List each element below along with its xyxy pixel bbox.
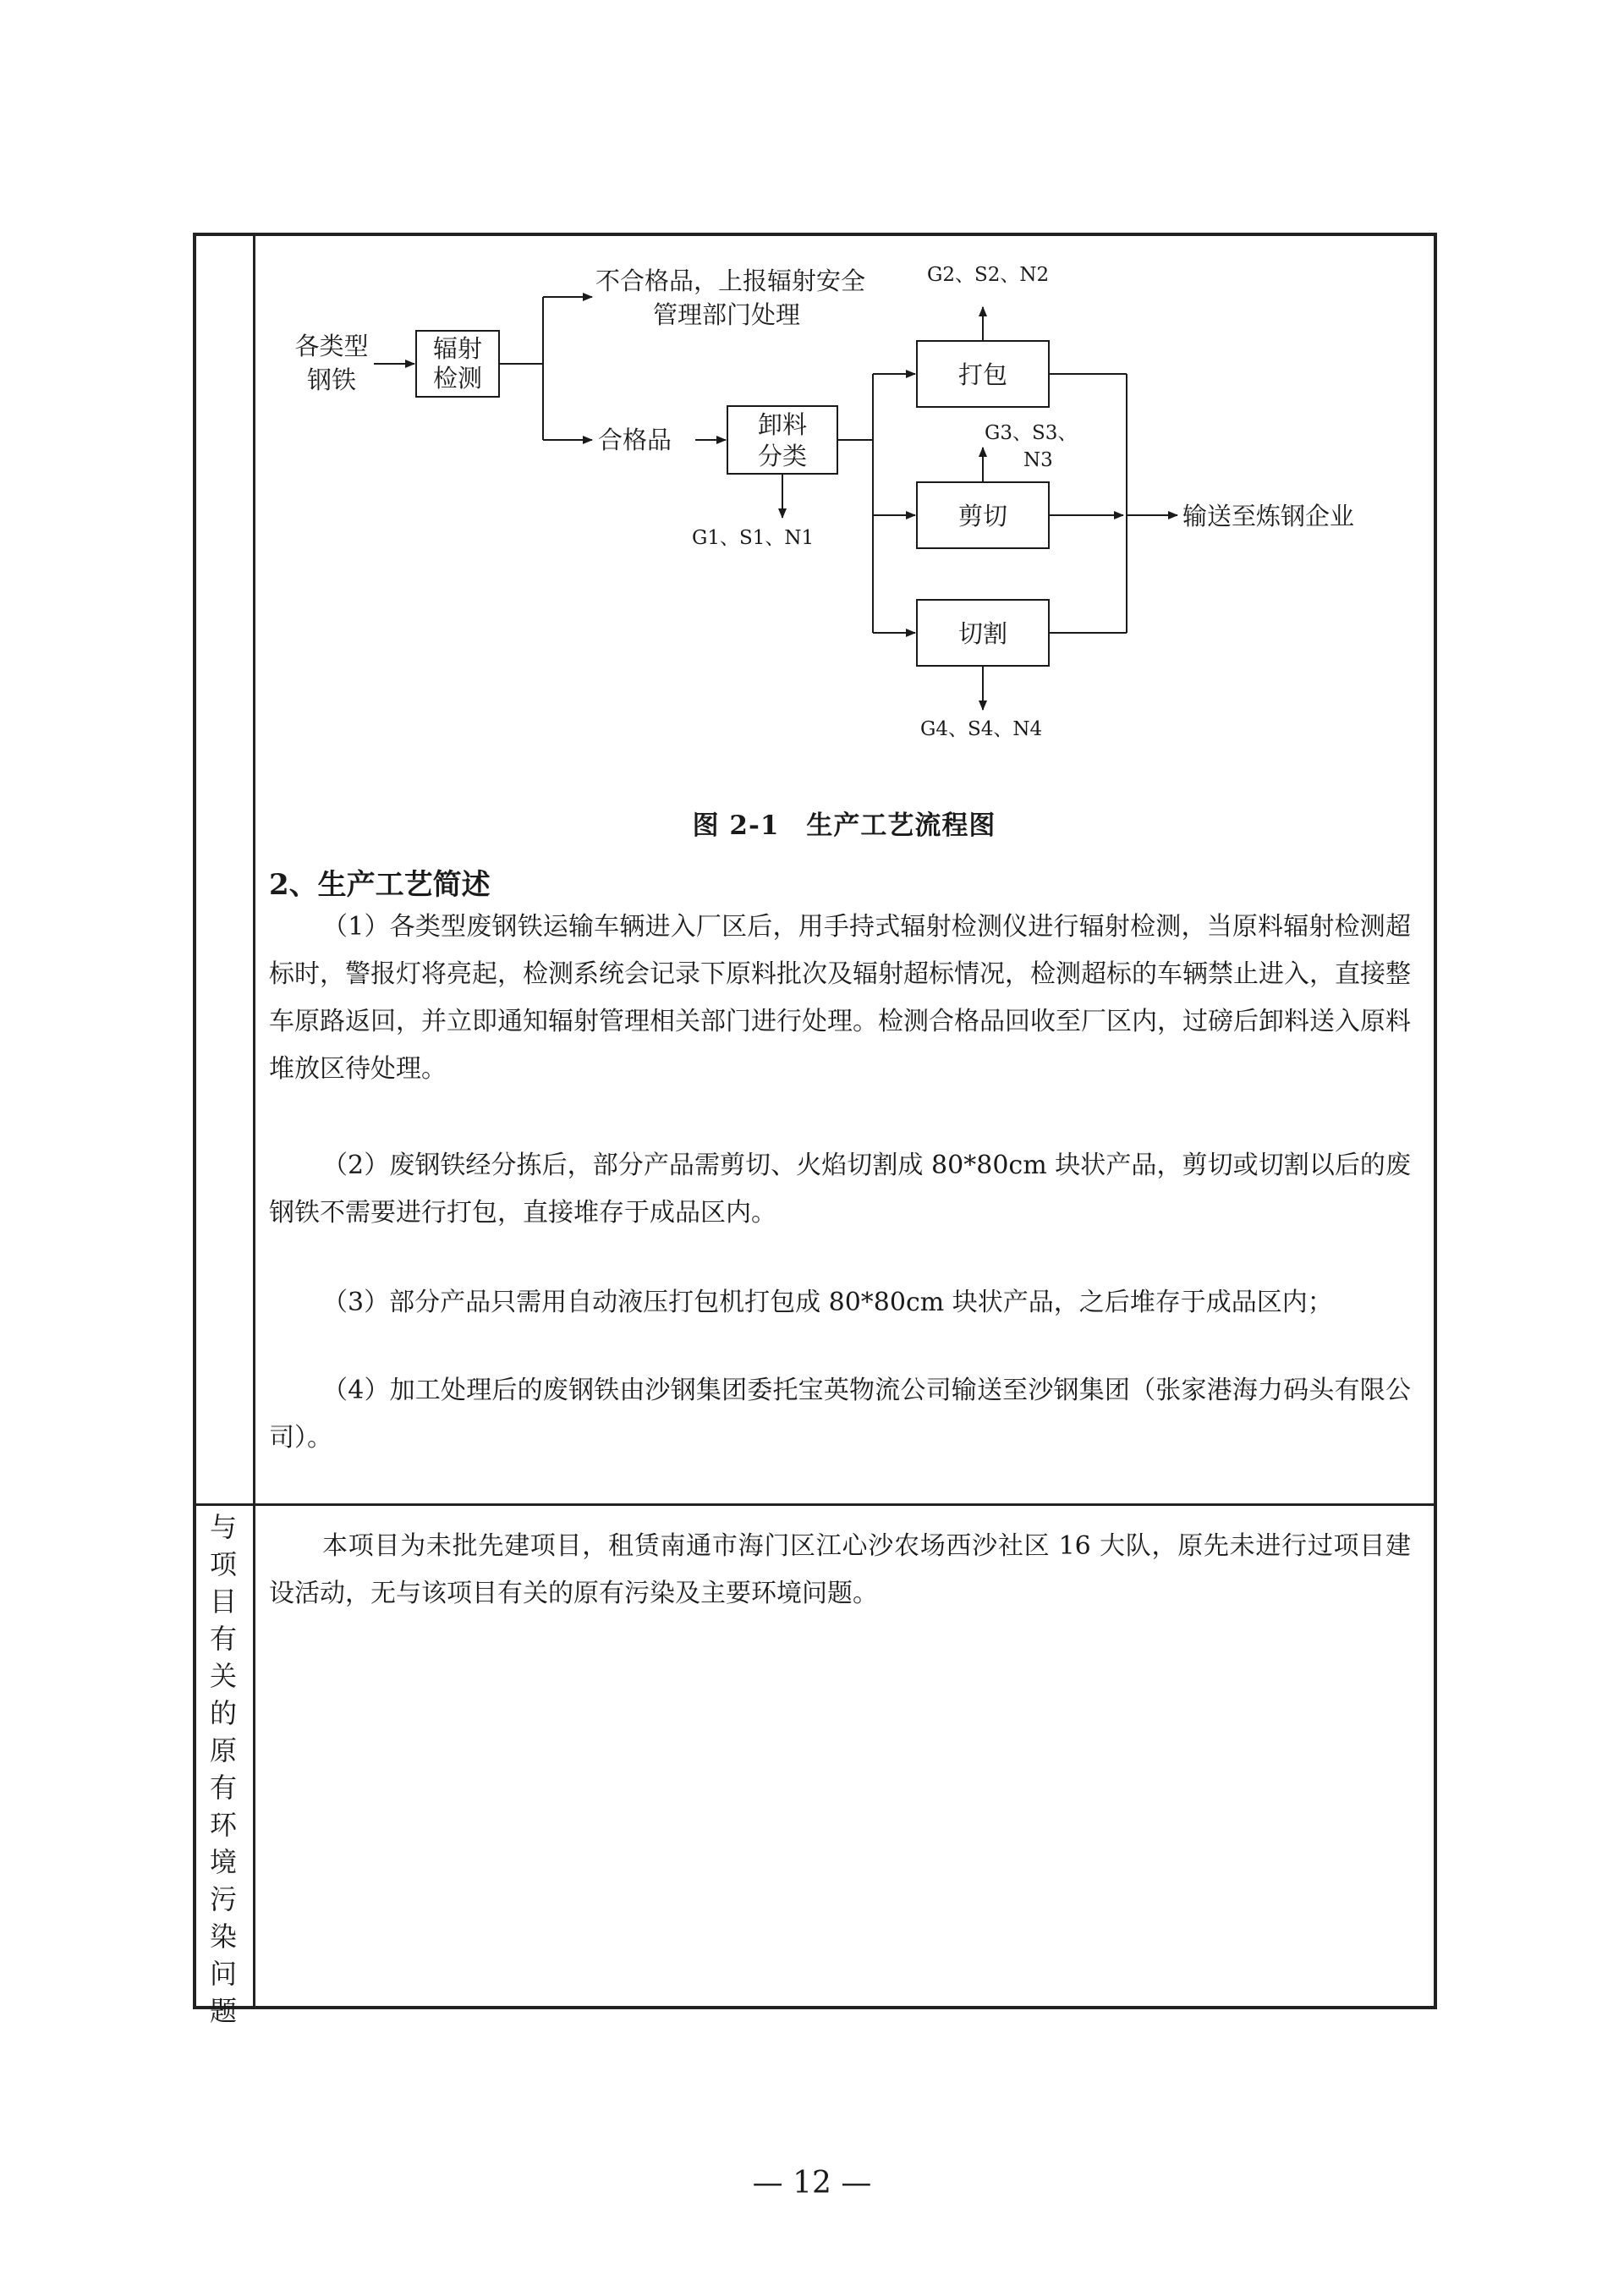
page-number: — 12 —: [752, 2166, 872, 2200]
flow-box-radiation: 辐射: [432, 334, 483, 363]
flow-box-radiation: 检测: [432, 364, 483, 393]
paragraph: （3）部分产品只需用自动液压打包机打包成 80*80cm 块状产品，之后堆存于成品区内；: [322, 1288, 1333, 1317]
flow-output-label: 输送至炼钢企业: [1182, 502, 1355, 530]
flow-emission-label: G2、S2、N2: [927, 264, 1050, 286]
flow-qualified-label: 合格品: [598, 426, 672, 454]
flow-box-pack: 打包: [957, 360, 1008, 389]
figure-caption: 图 2-1 生产工艺流程图: [692, 810, 996, 841]
paragraph: （2）废钢铁经分拣后，部分产品需剪切、火焰切割成 80*80cm 块状产品，剪切或切割以后的废钢铁不需要进行打包，直接堆存于成品区内。: [269, 1151, 1411, 1228]
process-flowchart: [255, 236, 1433, 794]
flow-box-sort: 分类: [757, 442, 808, 470]
flow-emission-label: N3: [1023, 449, 1053, 471]
flow-box-sort: 卸料: [757, 410, 808, 439]
flow-emission-label: G1、S1、N1: [692, 527, 815, 549]
flow-reject-label: 不合格品，上报辐射安全: [595, 266, 866, 295]
flow-reject-label: 管理部门处理: [653, 300, 801, 329]
flow-emission-label: G3、S3、: [985, 422, 1078, 444]
flow-input-label: 钢铁: [306, 365, 357, 394]
row-divider: [193, 1503, 1437, 1506]
row-label-vertical: 与 项 目 有 关 的 原 有 环 境 污 染 问 题: [209, 1511, 237, 2027]
row2-paragraph: 本项目为未批先建项目，租赁南通市海门区江心沙农场西沙社区 16 大队，原先未进行过项目建设活动，无与该项目有关的原有污染及主要环境问题。: [269, 1531, 1411, 1608]
paragraph: （4）加工处理后的废钢铁由沙钢集团委托宝英物流公司输送至沙钢集团（张家港海力码头有限公司）。: [269, 1376, 1411, 1453]
flow-input-label: 各类型: [294, 332, 369, 360]
section-heading: 2、生产工艺简述: [269, 868, 491, 902]
flow-box-shear: 剪切: [957, 502, 1008, 530]
flow-emission-label: G4、S4、N4: [920, 718, 1043, 740]
flow-box-cut: 切割: [957, 619, 1008, 648]
paragraph: （1）各类型废钢铁运输车辆进入厂区后，用手持式辐射检测仪进行辐射检测，当原料辐射检测超标时，警报灯将亮起，检测系统会记录下原料批次及辐射超标情况，检测超标的车辆禁止进入，直接整车原路返回，并立即通知辐射管理相关部门进行处理。检测合格品回收至厂区内，过磅后卸料送入原料堆放区待处理。: [269, 912, 1411, 1084]
